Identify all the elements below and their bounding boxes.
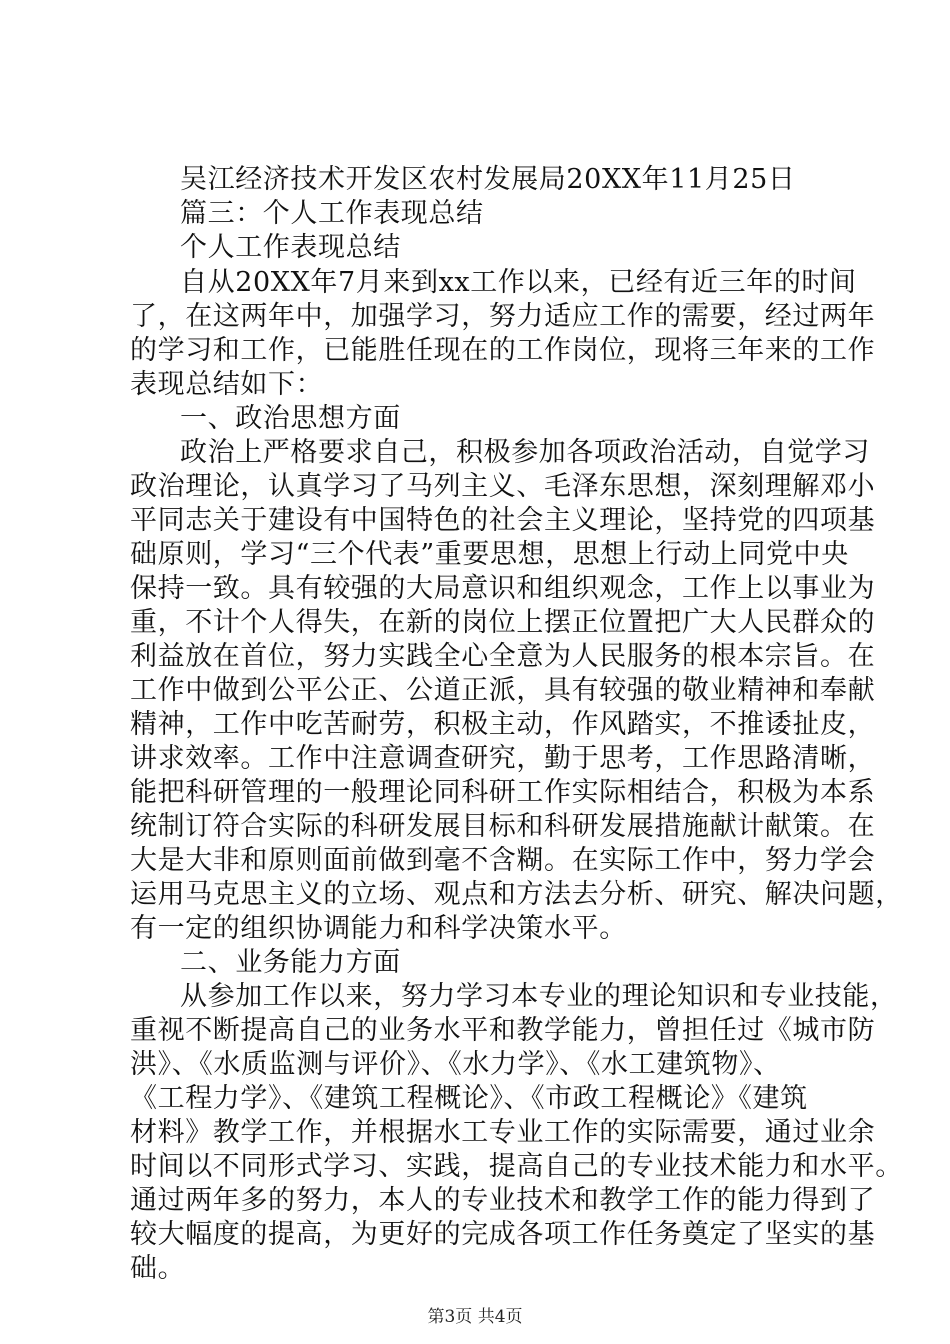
paragraph-line: 有一定的组织协调能力和科学决策水平。 [130,913,627,944]
paragraph-line: 《工程力学》、《建筑工程概论》、《市政工程概论》《建筑 [130,1083,808,1114]
closing-signature-line: 吴江经济技术开发区农村发展局20XX年11月25日 [180,164,796,195]
paragraph-line: 精神，工作中吃苦耐劳，积极主动，作风踏实，不推诿扯皮， [130,709,876,740]
paragraph-line: 政治上严格要求自己，积极参加各项政治活动，自觉学习 [180,437,870,468]
paragraph-line: 表现总结如下： [130,369,324,400]
paragraph-line: 统制订符合实际的科研发展目标和科研发展措施献计献策。在 [130,811,876,842]
paragraph-line: 运用马克思主义的立场、观点和方法去分析、研究、解决问题， [130,879,903,910]
paragraph-line: 能把科研管理的一般理论同科研工作实际相结合，积极为本系 [130,777,876,808]
paragraph-line: 的学习和工作，已能胜任现在的工作岗位，现将三年来的工作 [130,335,876,366]
paragraph-line: 重视不断提高自己的业务水平和教学能力，曾担任过《城市防 [130,1015,876,1046]
paragraph-line: 工作中做到公平公正、公道正派，具有较强的敬业精神和奉献 [130,675,876,706]
paragraph-line: 较大幅度的提高，为更好的完成各项工作任务奠定了坚实的基 [130,1219,876,1250]
paragraph-line: 洪》、《水质监测与评价》、《水力学》、《水工建筑物》、 [130,1049,781,1080]
subsection-heading: 二、业务能力方面 [180,947,401,978]
paragraph-line: 础。 [130,1253,186,1284]
paragraph-line: 利益放在首位，努力实践全心全意为人民服务的根本宗旨。在 [130,641,876,672]
paragraph-line: 重，不计个人得失，在新的岗位上摆正位置把广大人民群众的 [130,607,876,638]
document-title: 个人工作表现总结 [180,232,401,263]
section-heading: 篇三：个人工作表现总结 [180,198,484,229]
paragraph-line: 从参加工作以来，努力学习本专业的理论知识和专业技能， [180,981,898,1012]
paragraph-line: 大是大非和原则面前做到毫不含糊。在实际工作中，努力学会 [130,845,876,876]
paragraph-line: 自从20XX年7月来到xx工作以来，已经有近三年的时间 [180,267,857,298]
paragraph-line: 政治理论，认真学习了马列主义、毛泽东思想，深刻理解邓小 [130,471,876,502]
paragraph-line: 保持一致。具有较强的大局意识和组织观念，工作上以事业为 [130,573,876,604]
paragraph-line: 时间以不同形式学习、实践，提高自己的专业技术能力和水平。 [130,1151,903,1182]
subsection-heading: 一、政治思想方面 [180,403,401,434]
paragraph-line: 材料》教学工作，并根据水工专业工作的实际需要，通过业余 [130,1117,876,1148]
paragraph-line: 通过两年多的努力，本人的专业技术和教学工作的能力得到了 [130,1185,876,1216]
page-number-footer: 第3页 共4页 [427,1307,523,1327]
paragraph-line: 了，在这两年中，加强学习，努力适应工作的需要，经过两年 [130,301,876,332]
paragraph-line: 平同志关于建设有中国特色的社会主义理论，坚持党的四项基 [130,505,876,536]
paragraph-line: 础原则，学习“三个代表”重要思想，思想上行动上同党中央 [130,539,849,570]
paragraph-line: 讲求效率。工作中注意调查研究，勤于思考，工作思路清晰， [130,743,876,774]
